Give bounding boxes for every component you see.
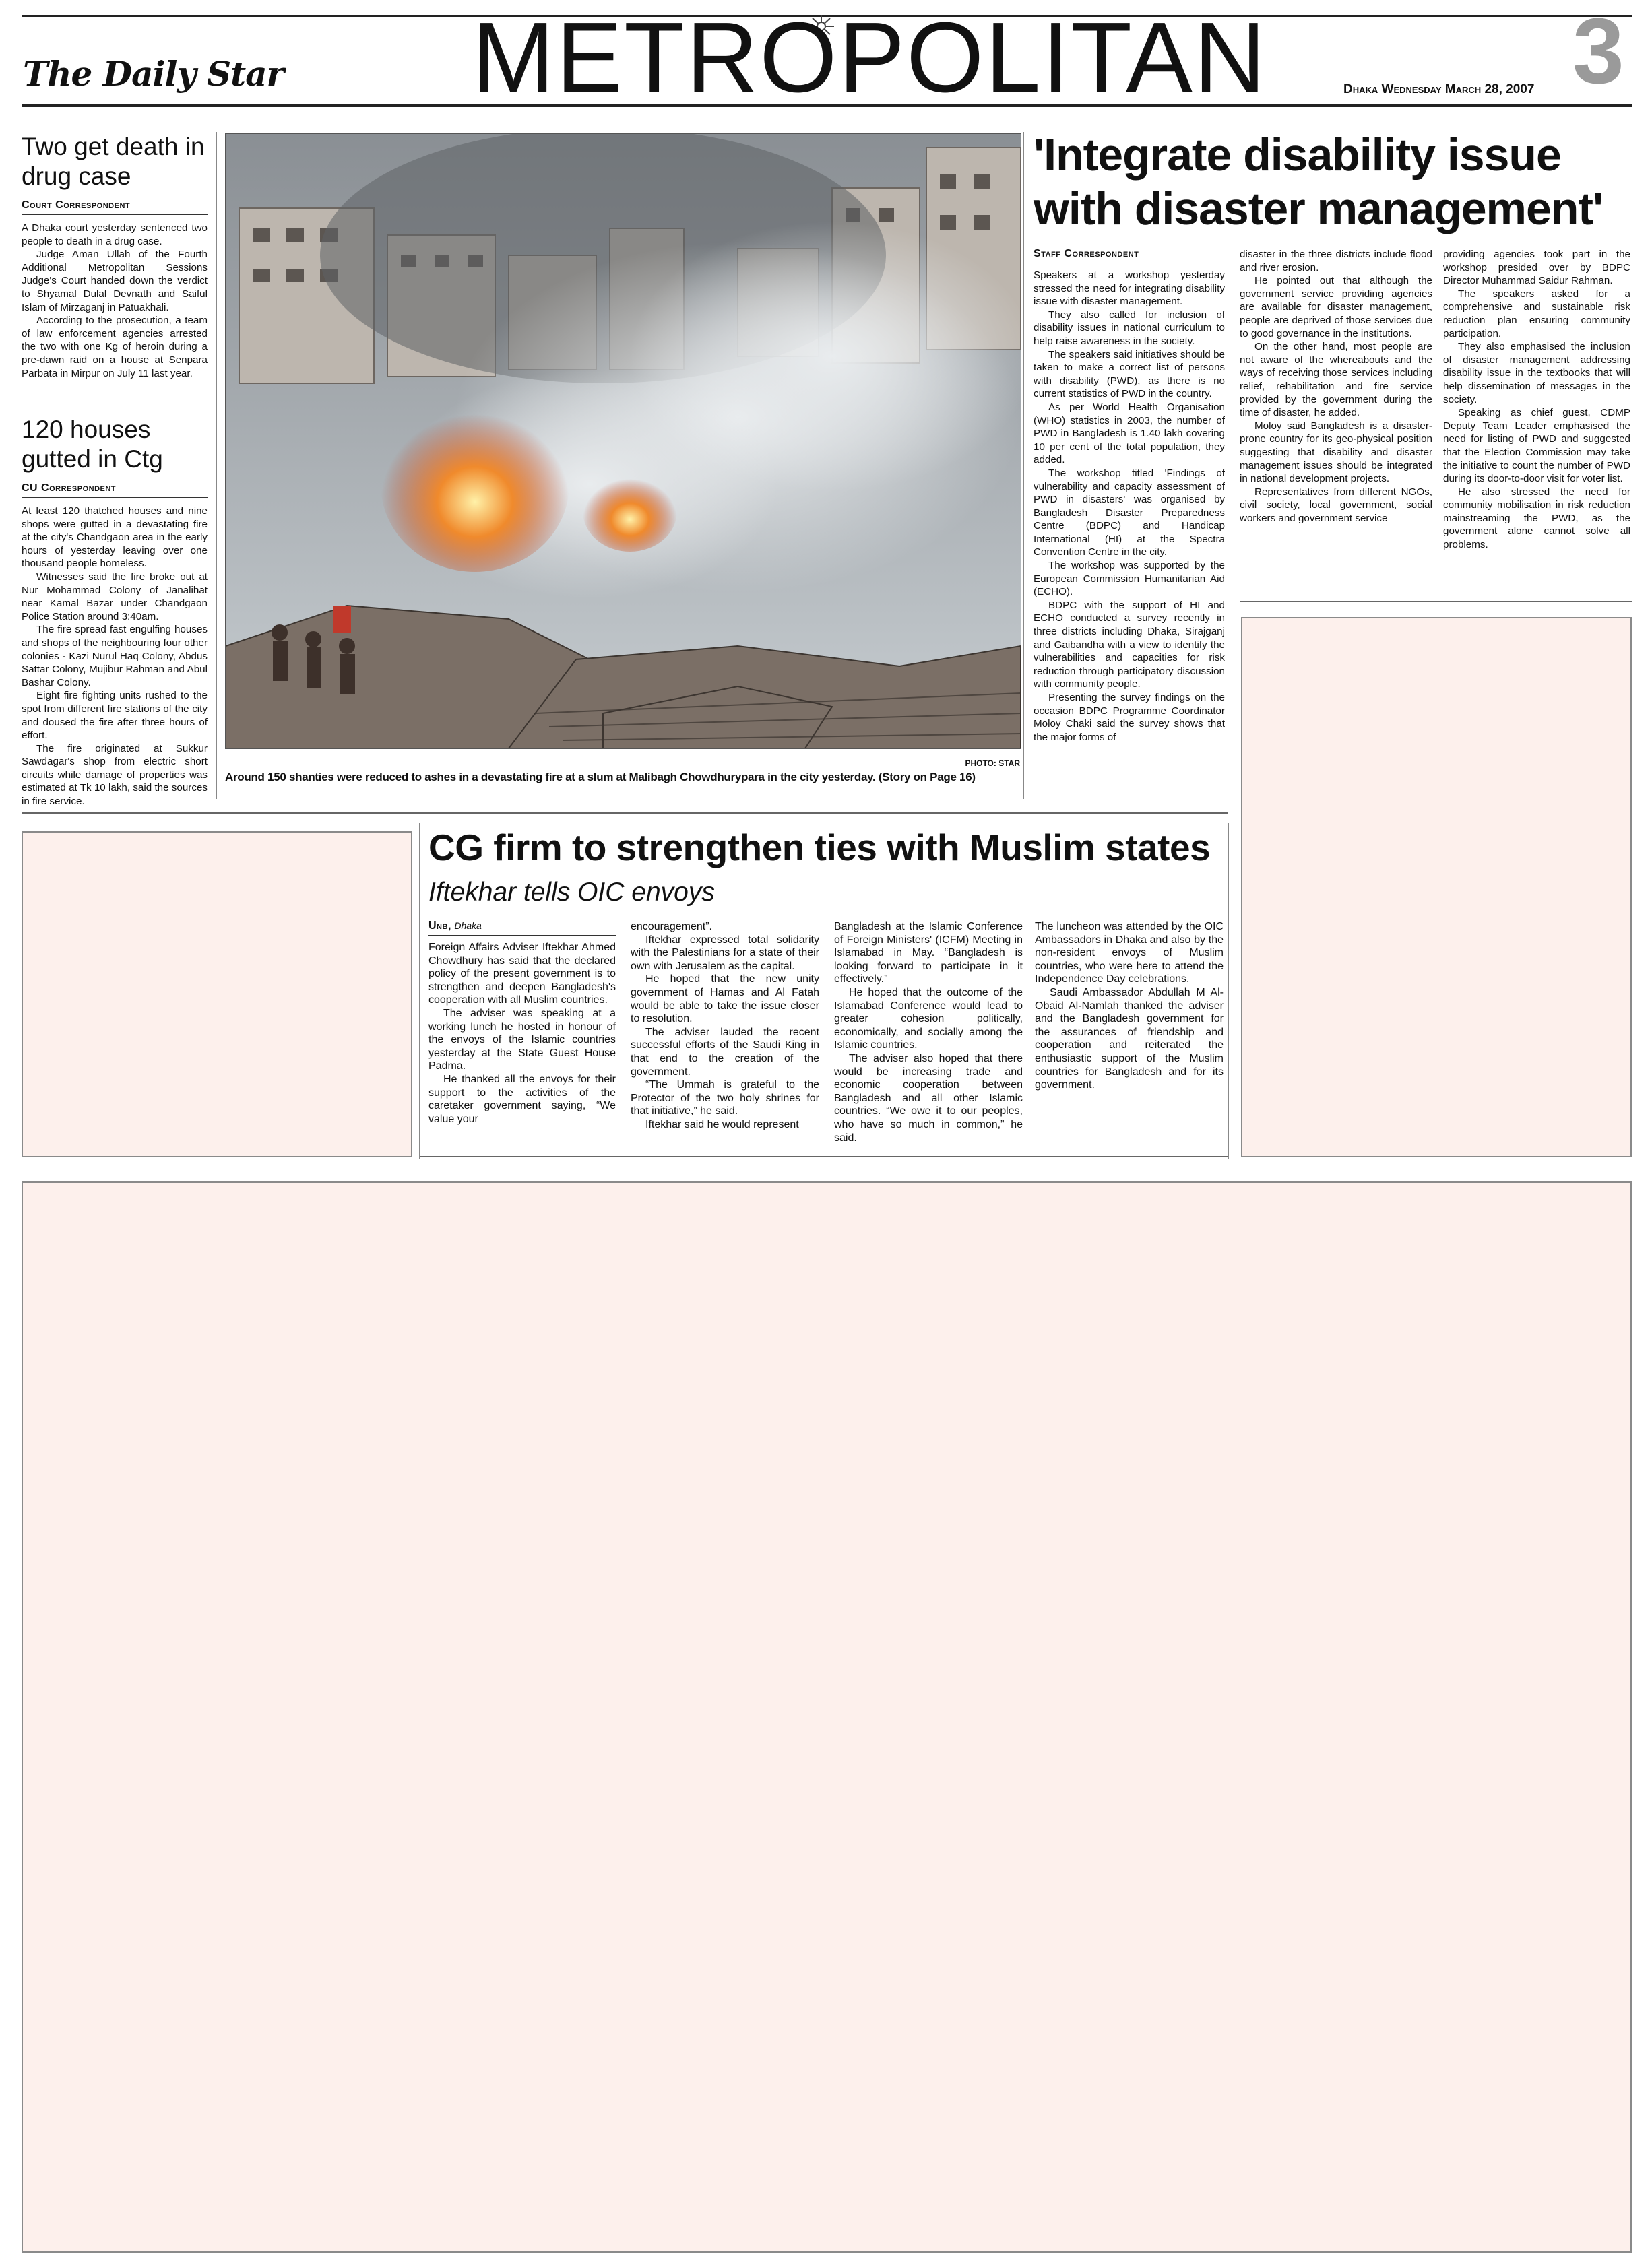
paragraph: The speakers said initiatives should be taken to make a correct list of persons with disability (PWD), as there is no current statistics of PWD in the country. — [1034, 348, 1225, 400]
paragraph: Iftekhar said he would represent — [645, 1118, 799, 1130]
paragraph: At least 120 thatched houses and nine shops were gutted in a devastating fire at the city's Chandgaon area in the early hours of yesterday leaving over one thousand people homeless. — [22, 505, 208, 570]
column-divider — [216, 132, 217, 799]
paragraph: Iftekhar expressed total solidarity with the Palestinians for a state of their own with Jerusalem as the capital. — [631, 934, 819, 972]
paragraph: Eight fire fighting units rushed to the spot from different fire stations of the city and doused the fire after three hours of effort. — [22, 690, 208, 742]
story-fire-byline: CU Correspondent — [22, 482, 208, 498]
paragraph: As per World Health Organisation (WHO) statistics in 2003, the number of PWD in Bangladesh is 1.40 lakh covering 10 per cent of the total population, they added. — [1034, 401, 1225, 466]
section-title: METROPOLITAN — [472, 2, 1267, 113]
paragraph: Speakers at a workshop yesterday stressed the need for integrating disability issue with disaster management. — [1034, 269, 1225, 308]
paragraph: Presenting the survey findings on the occasion BDPC Programme Coordinator Moloy Chaki said the survey shows that the major forms of — [1034, 692, 1225, 743]
paragraph: They also called for inclusion of disability issues in national curriculum to help raise awareness in the society. — [1034, 309, 1225, 347]
dateline: Dhaka Wednesday March 28, 2007 — [1343, 82, 1535, 96]
paragraph: Representatives from different NGOs, civil society, local government, social workers and government service — [1240, 486, 1432, 524]
paragraph: The speakers asked for a comprehensive and sustainable risk reduction plan ensuring community participation. — [1443, 288, 1630, 339]
paragraph: He thanked all the envoys for their support to the activities of the caretaker government saying, “We value your — [428, 1073, 616, 1125]
paragraph: BDPC with the support of HI and ECHO conducted a survey recently in three districts including Dhaka, Sirajganj and Gaibandha with a view to identify the vulnerabilities and capacities for risk reduction through participatory discussion with community people. — [1034, 599, 1225, 690]
cg-col-3 — [834, 920, 1023, 1144]
paragraph: providing agencies took part in the workshop presided over by BDPC Director Muhammad Saidur Rahman. — [1443, 249, 1630, 287]
disability-col-3 — [1443, 248, 1630, 552]
story-fire-headline[interactable]: 120 houses gutted in Ctg — [22, 416, 163, 473]
paragraph: Moloy said Bangladesh is a disaster-prone country for its geo-physical position suggesting that disability and disaster management issues should be integrated in national development projects. — [1240, 420, 1432, 485]
paragraph: He hoped that the new unity government of Hamas and Al Fatah would be able to take the issue closer to resolution. — [631, 973, 819, 1025]
paragraph: Speaking as chief guest, CDMP Deputy Team Leader emphasised the need for listing of PWD and suggested that the Election Commission may take the initiative to count the number of PWD during its door-to-door visit for voter list. — [1443, 407, 1630, 485]
paragraph: Foreign Affairs Adviser Iftekhar Ahmed Chowdhury has said that the declared policy of the present government is to strengthen and deepen Bangladesh's cooperation with all Muslim countries. — [428, 942, 616, 1006]
section-rule — [420, 1156, 1228, 1157]
ad-slot-bottom[interactable] — [22, 1181, 1632, 2253]
ad-slot-left[interactable] — [22, 831, 412, 1157]
paragraph: Bangladesh at the Islamic Conference of Foreign Ministers' (ICFM) Meeting in Islamabad in May. “Bangladesh is looking forward to participate in it effectively.” — [834, 921, 1023, 985]
story-fire-body — [22, 505, 208, 808]
paragraph: The luncheon was attended by the OIC Ambassadors in Dhaka and also by the non-resident envoys of Muslim countries, who were here to attend the Independence Day celebrations. — [1035, 921, 1224, 985]
story-drug-headline[interactable]: Two get death in drug case — [22, 133, 205, 190]
paragraph: They also emphasised the inclusion of disaster management addressing disability issue in the textbooks that will help dissemination of messages in the society. — [1443, 341, 1630, 406]
cg-subhead: Iftekhar tells OIC envoys — [428, 878, 715, 907]
paragraph: Witnesses said the fire broke out at Nur Mohammad Colony of Janalihat near Kamal Bazar under Chandgaon Police Station around 3:40am. — [22, 571, 208, 622]
paragraph: A Dhaka court yesterday sentenced two people to death in a drug case. — [22, 222, 208, 247]
photo-credit: PHOTO: STAR — [965, 758, 1020, 768]
ad-slot-right[interactable] — [1241, 617, 1632, 1157]
paragraph: The fire originated at Sukkur Sawdagar's shop from electric short circuits while damage of properties was estimated at Tk 10 lakh, said the sources in fire service. — [22, 742, 208, 808]
disability-col-2 — [1240, 248, 1432, 525]
story-drug-case — [22, 132, 208, 380]
paper-logo[interactable]: The Daily Star — [23, 54, 284, 94]
paragraph: The workshop titled 'Findings of vulnerability and capacity assessment of PWD in disasters' was organised by Bangladesh Disaster Preparedness Centre (BDPC) and Handicap International (HI) at the Spectra Convention Centre in the city. — [1034, 467, 1225, 558]
paragraph: disaster in the three districts include flood and river erosion. — [1240, 249, 1432, 273]
story-drug-byline: Court Correspondent — [22, 199, 208, 215]
column-divider — [1228, 823, 1229, 1159]
paragraph: “The Ummah is grateful to the Protector of the two holy shrines for that initiative,” he said. — [631, 1079, 819, 1117]
paragraph: The workshop was supported by the European Commission Humanitarian Aid (ECHO). — [1034, 560, 1225, 598]
section-rule — [1240, 601, 1632, 602]
column-divider — [1023, 132, 1024, 799]
section-rule — [22, 812, 1228, 814]
paragraph: The fire spread fast engulfing houses and shops of the neighbouring four other colonies - Kazi Nurul Haq Colony, Abdus Sattar Colony, Mujibur Rahman and Abul Bashar Colony. — [22, 624, 208, 688]
cg-byline-place: Dhaka — [454, 920, 482, 931]
paragraph: He hoped that the outcome of the Islamabad Conference would lead to greater cohesion politically, economically, and socially among the Islamic countries. — [834, 986, 1023, 1051]
story-houses-gutted — [22, 415, 208, 808]
paragraph: He pointed out that although the government service providing agencies are available for disaster management, people are deprived of those services due to good governance in the institutions. — [1240, 275, 1432, 339]
disability-headline[interactable]: 'Integrate disability issue with disaster management' — [1034, 129, 1603, 234]
paragraph: On the other hand, most people are not aware of the whereabouts and the ways of receiving those services including relief, rehabilitation and fire service provided by the government during the time of disaster, he added. — [1240, 341, 1432, 419]
fire-photo[interactable] — [225, 133, 1021, 749]
paragraph: Judge Aman Ullah of the Fourth Additional Metropolitan Sessions Judge's Court handed down the verdict to Shyamal Dulal Devnath and Saiful Islam of Mirzaganj in Patuakhali. — [22, 249, 208, 313]
paragraph: He also stressed the need for community mobilisation in risk reduction mainstreaming the PWD, as the government alone cannot solve all problems. — [1443, 486, 1630, 551]
photo-caption: Around 150 shanties were reduced to ashes in a devastating fire at a slum at Malibagh Chowdhurypara in the city yesterday. (Story on Page 16) — [225, 771, 976, 783]
cg-col-1 — [428, 920, 616, 1126]
column-divider — [419, 823, 420, 1159]
paragraph: The adviser also hoped that there would be increasing trade and economic cooperation between Bangladesh and all other Islamic countries. “We owe it to our peoples, who have so much in common,” he said. — [834, 1052, 1023, 1144]
paragraph: The adviser was speaking at a working lunch he hosted in honour of the envoys of the Islamic countries yesterday at the State Guest House Padma. — [428, 1007, 616, 1072]
disability-col-1 — [1034, 248, 1225, 744]
paragraph: encouragement”. — [631, 921, 712, 932]
cg-byline-agency: Unb, — [428, 920, 451, 932]
paragraph: The adviser lauded the recent successful efforts of the Saudi King in that end to the creation of the government. — [631, 1026, 819, 1078]
cg-col-4 — [1035, 920, 1224, 1092]
disability-byline: Staff Correspondent — [1034, 248, 1225, 263]
story-drug-body — [22, 222, 208, 380]
cg-col-2 — [631, 920, 819, 1132]
page-number: 3 — [1572, 0, 1624, 103]
cg-byline — [428, 920, 616, 936]
cg-headline[interactable]: CG firm to strengthen ties with Muslim states — [428, 827, 1211, 868]
paragraph: Saudi Ambassador Abdullah M Al-Obaid Al-Namlah thanked the adviser and the Bangladesh government for the assurances of friendship and cooperation and reiterated the enthusiastic support of the Muslim countries for Bangladesh and for its government. — [1035, 986, 1224, 1091]
paragraph: According to the prosecution, a team of law enforcement agencies arrested the two with one Kg of heroin during a pre-dawn raid on a house at Senpara Parbata in Mirpur on July 11 last year. — [22, 315, 208, 379]
